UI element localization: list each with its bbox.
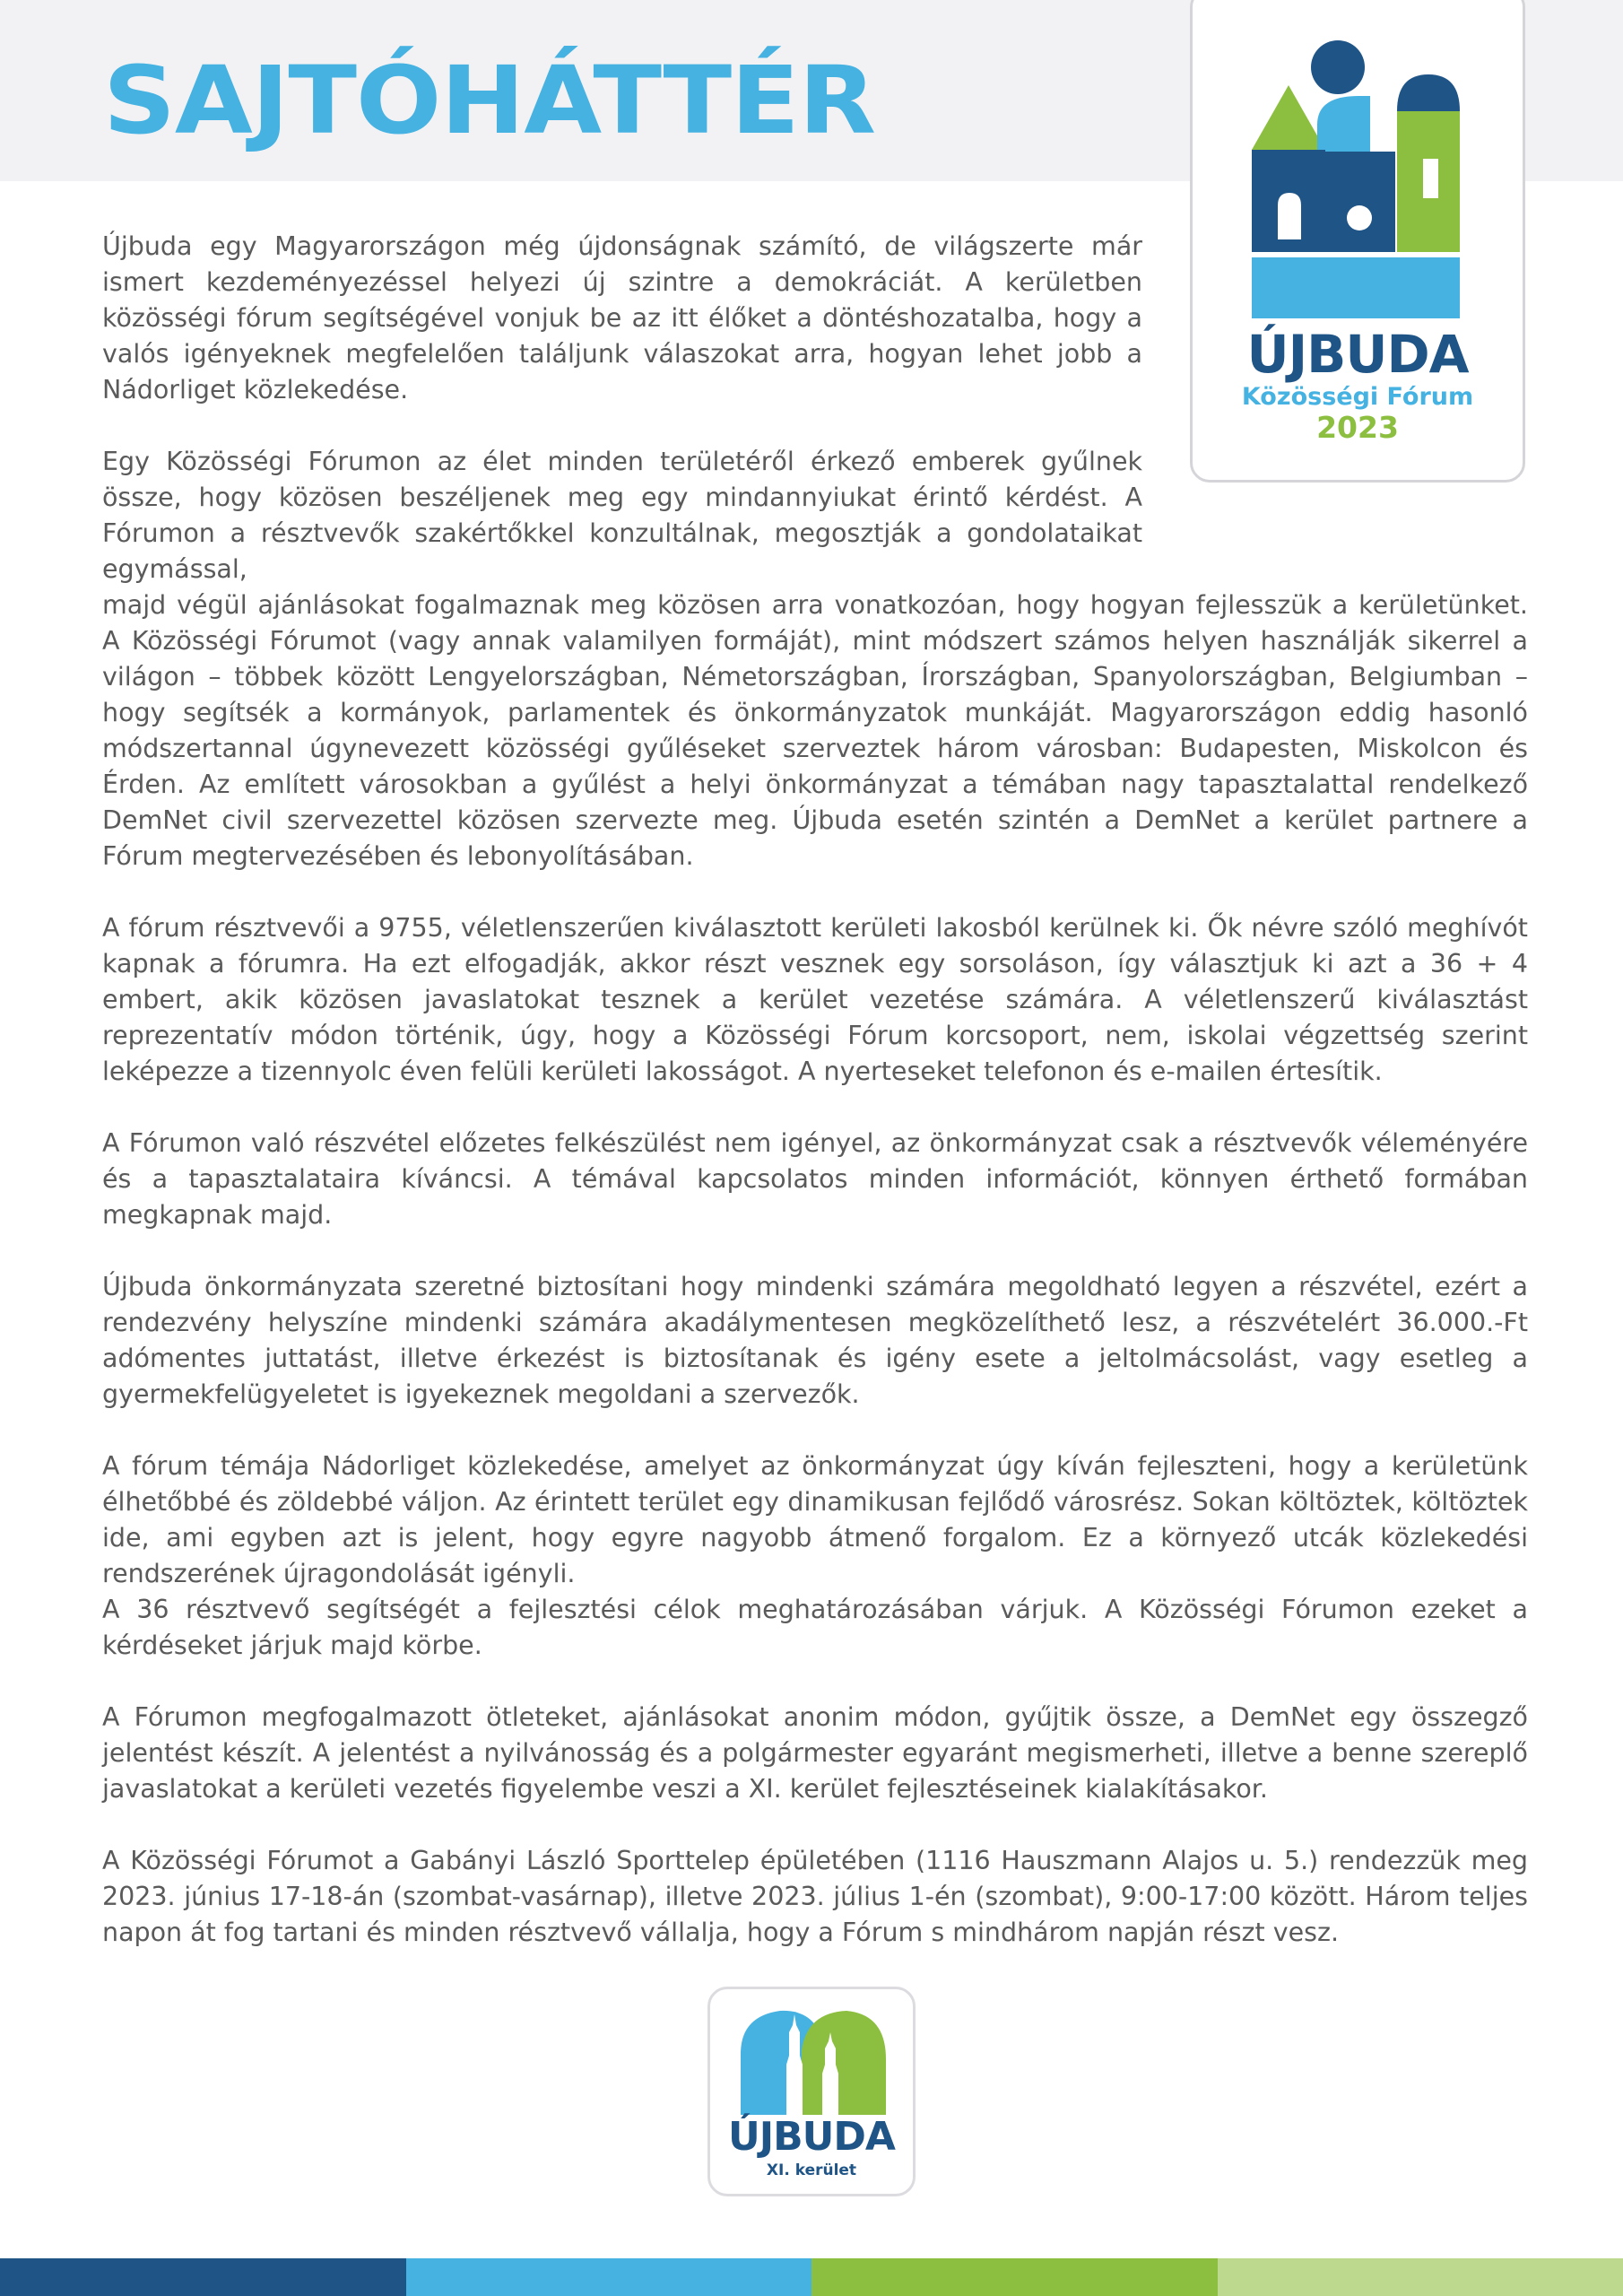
paragraph-forum-description [102, 444, 1528, 874]
paragraph-topic-line1: A fórum témája Nádorliget közlekedése, amelyet az önkormányzat úgy kíván fejleszteni, hogy a kerületünk élhetőbbé és zöldebbé váljon. Az érintett terület egy dinamikusan fejlődő városrész. Sokan költöztek, költöztek ide, ami egyben azt is jelent, hogy egyre nagyobb átmenő forgalom. Ez a környező utcák közlekedési rendszerének újragondolását igényli. [102, 1451, 1528, 1588]
footer-segment-dark-blue [0, 2258, 406, 2296]
footer-color-bar [0, 2258, 1623, 2296]
bottom-logo-title: ÚJBUDA [728, 2114, 895, 2160]
paragraph-participants: A fórum résztvevői a 9755, véletlenszerűen kiválasztott kerületi lakosból kerülnek ki. Ők névre szóló meghívót kapnak a fórumra. Ha ezt elfogadják, akkor részt vesznek egy sorsoláson, így választjuk ki azt a 36 + 4 embert, akik közösen javaslatokat tesznek a kerület vezetése számára. A véletlenszerű kiválasztást reprezentatív módon történik, úgy, hogy a Közösségi Fórum korcsoport, nem, iskolai végzettség szerint leképezze a tizennyolc éven felüli kerületi lakosságot. A nyerteseket telefonon és e-mailen értesítik. [102, 913, 1528, 1086]
footer-segment-green [812, 2258, 1218, 2296]
page-title: SAJTÓHÁTTÉR [103, 46, 876, 155]
bottom-logo-subtitle: XI. kerület [766, 2161, 857, 2179]
paragraph-preparation: A Fórumon való részvétel előzetes felkészülést nem igényel, az önkormányzat csak a résztvevők véleményére és a tapasztalataira kíváncsi. A témával kapcsolatos minden információt, könnyen érthető formában megkapnak majd. [102, 1128, 1528, 1230]
logo-year: 2023 [1316, 410, 1399, 445]
article-body [102, 229, 1528, 1987]
paragraph-report: A Fórumon megfogalmazott ötleteket, ajánlásokat anonim módon, gyűjtik össze, a DemNet egy összegző jelentést készít. A jelentést a nyilvánosság és a polgármester egyaránt megismerheti, illetve a benne szereplő javaslatokat a kerületi vezetés figyelembe veszi a XI. kerület fejlesztéseinek kialakításakor. [102, 1702, 1528, 1804]
paragraph-intro: Újbuda egy Magyarországon még újdonságnak számító, de világszerte már ismert kezdeményezéssel helyezi új szintre a demokráciát. A kerületben közösségi fórum segítségével vonjuk be az itt élőket a döntéshozatalba, hogy a valós igényeknek megfelelően találjunk válaszokat arra, hogyan lehet jobb a Nádorliget közlekedése. [102, 231, 1142, 404]
footer-segment-pale-green [1218, 2258, 1623, 2296]
paragraph-venue: A Közösségi Fórumot a Gabányi László Sporttelep épületében (1116 Hauszmann Alajos u. 5.) rendezzük meg 2023. június 17-18-án (szombat-vasárnap), illetve 2023. július 1-én (szombat), 9:00-17:00 között. Három teljes napon át fog tartani és minden résztvevő vállalja, hogy a Fórum s mindhárom napján részt vesz. [102, 1846, 1528, 1947]
logo-subtitle: Közösségi Fórum [1241, 383, 1474, 411]
footer-segment-light-blue [406, 2258, 812, 2296]
paragraph-forum-description-line2: majd végül ajánlásokat fogalmaznak meg közösen arra vonatkozóan, hogy hogyan fejlesszük a kerületünket. [102, 590, 1528, 620]
paragraph-topic-line2: A 36 résztvevő segítségét a fejlesztési célok meghatározásában várjuk. A Közösségi Fórumon ezeket a kérdéseket járjuk majd körbe. [102, 1595, 1528, 1660]
logo-title: ÚJBUDA [1246, 324, 1469, 385]
paragraph-accessibility: Újbuda önkormányzata szeretné biztosítani hogy mindenki számára megoldható legyen a részvétel, ezért a rendezvény helyszíne mindenki számára akadálymentesen megközelíthető lesz, a részvételért 36.000.-Ft adómentes juttatást, illetve érkezést is biztosítanak és igény esete a jeltolmácsolást, vagy esetleg a gyermekfelügyeletet is igyekeznek megoldani a szervezők. [102, 1272, 1528, 1409]
paragraph-topic [102, 1448, 1528, 1664]
ujbuda-logo-card [707, 1987, 916, 2196]
paragraph-forum-description-line1: Egy Közösségi Fórumon az élet minden területéről érkező emberek gyűlnek össze, hogy közösen beszéljenek meg egy mindannyiukat érintő kérdést. A Fórumon a résztvevők szakértőkkel konzultálnak, megosztják a gondolataikat egymással, [102, 447, 1142, 584]
paragraph-forum-description-line3: A Közösségi Fórumot (vagy annak valamilyen formáját), mint módszert számos helyen használják sikerrel a világon – többek között Lengyelországban, Németországban, Írországban, Spanyolországban, Belgiumban – hogy segítsék a kormányok, parlamentek és önkormányzatok munkáját. Magyarországon eddig hasonló módszertannal úgynevezett közösségi gyűléseket szerveztek három városban: Budapesten, Miskolcon és Érden. Az említett városokban a gyűlést a helyi önkormányzat a témában nagy tapasztalattal rendelkező DemNet civil szervezettel közösen szervezte meg. Újbuda esetén szintén a DemNet a kerület partnere a Fórum megtervezésében és lebonyolításában. [102, 626, 1528, 871]
ujbuda-towers-icon [710, 1989, 918, 2124]
